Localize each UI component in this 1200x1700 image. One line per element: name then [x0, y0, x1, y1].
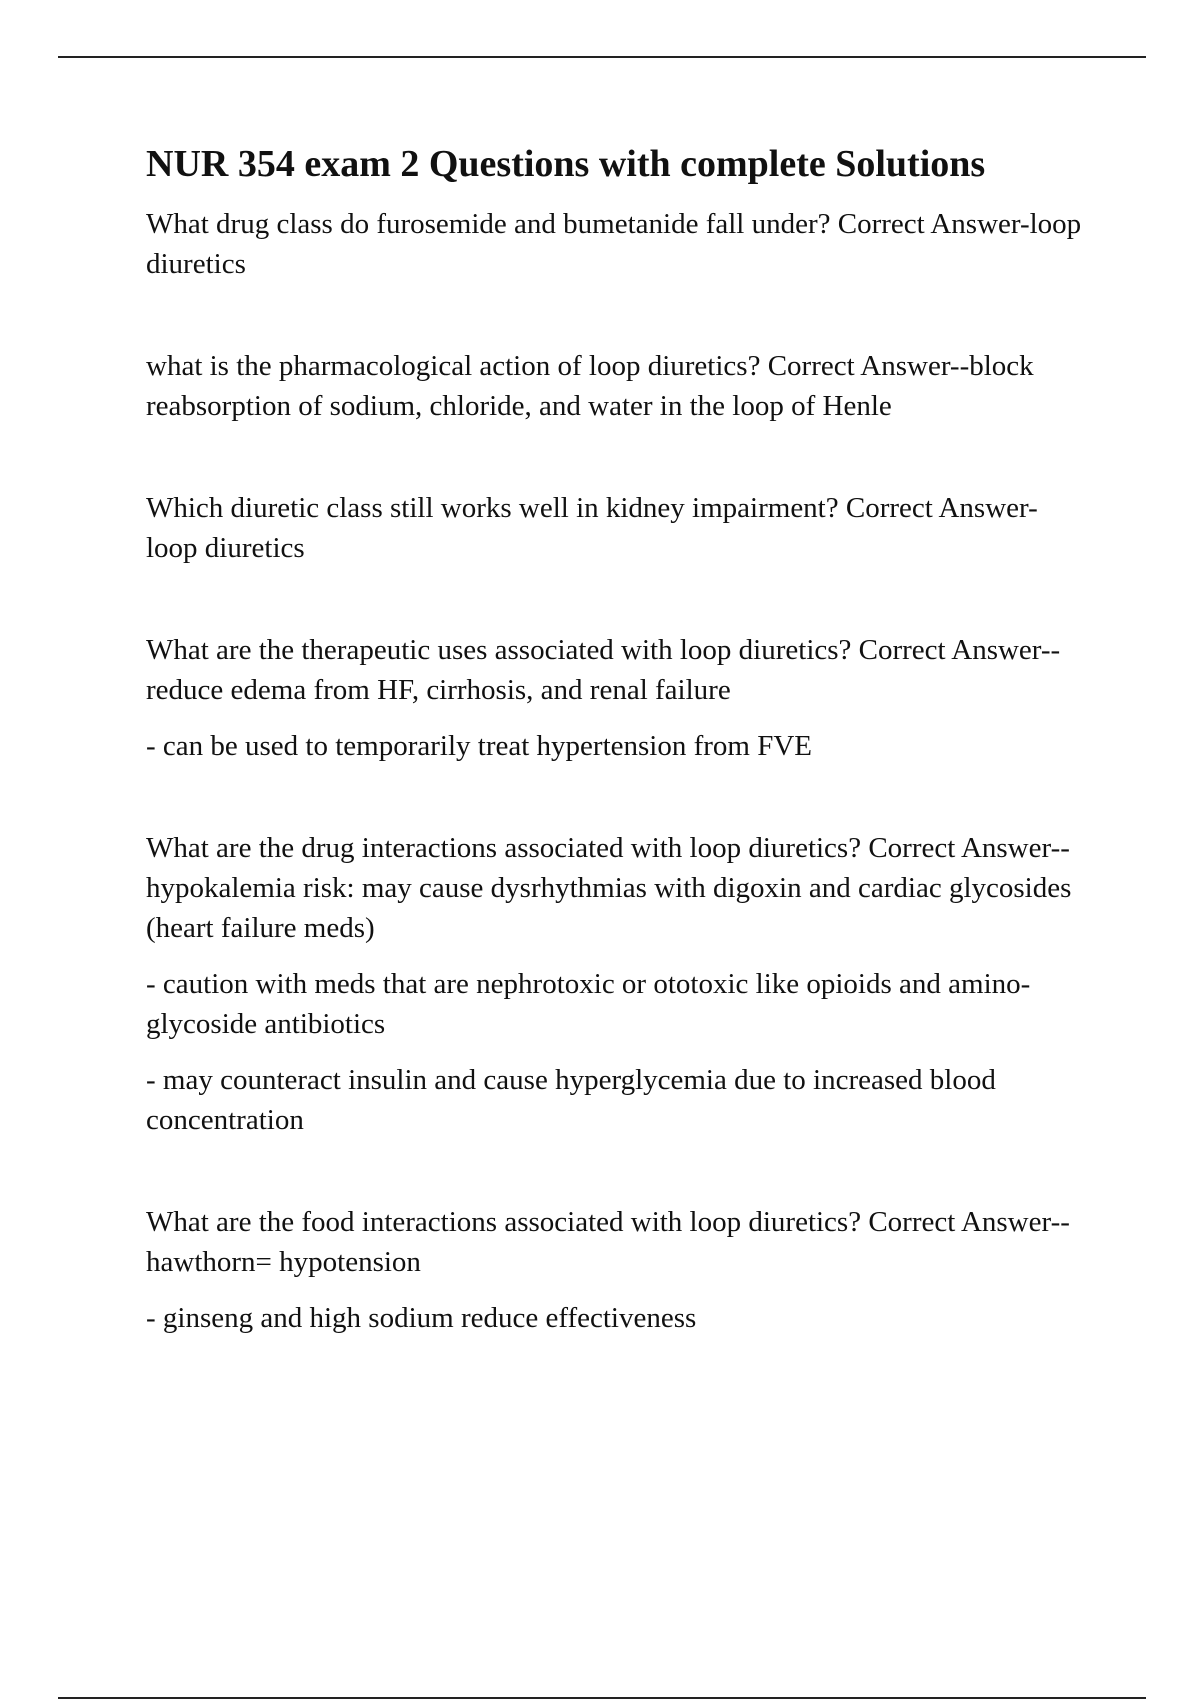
qa-item [146, 828, 1086, 1140]
qa-item [146, 204, 1086, 284]
qa-item [146, 488, 1086, 568]
qa-item [146, 1202, 1086, 1338]
qa-answer-point: - may counteract insulin and cause hyperglycemia due to increased blood concentration [146, 1063, 996, 1136]
qa-question-answer: What are the therapeutic uses associated with loop diuretics? Correct Answer-- reduce edema from HF, cirrhosis, and renal failure [146, 633, 1061, 706]
qa-question-answer: What are the drug interactions associated with loop diuretics? Correct Answer-- hypokalemia risk: may cause dysrhythmias with digoxin and cardiac glycosides (heart failure meds) [146, 831, 1072, 944]
header-rule [58, 56, 1146, 58]
qa-item [146, 346, 1086, 426]
qa-answer-point: - caution with meds that are nephrotoxic or ototoxic like opioids and amino-glycoside antibiotics [146, 967, 1031, 1040]
qa-answer-point: - can be used to temporarily treat hypertension from FVE [146, 729, 812, 762]
qa-question-answer: What drug class do furosemide and bumetanide fall under? Correct Answer-loop diuretics [146, 207, 1082, 280]
document-body [146, 142, 1086, 1354]
qa-question-answer: Which diuretic class still works well in kidney impairment? Correct Answer-loop diuretics [146, 491, 1038, 564]
qa-item [146, 630, 1086, 766]
qa-question-answer: what is the pharmacological action of loop diuretics? Correct Answer--block reabsorption of sodium, chloride, and water in the loop of Henle [146, 349, 1034, 422]
qa-answer-point: - ginseng and high sodium reduce effectiveness [146, 1301, 697, 1334]
qa-question-answer: What are the food interactions associated with loop diuretics? Correct Answer-- hawthorn= hypotension [146, 1205, 1070, 1278]
document-title: NUR 354 exam 2 Questions with complete Solutions [146, 143, 986, 185]
footer-rule [58, 1697, 1146, 1699]
